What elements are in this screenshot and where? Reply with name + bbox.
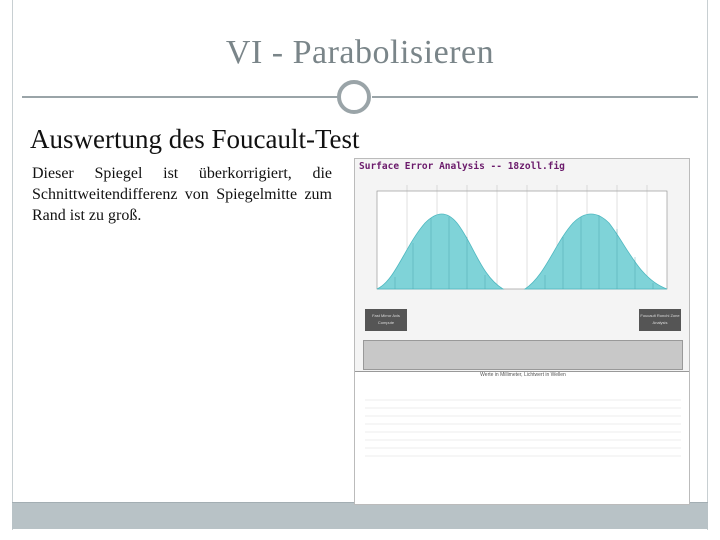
body-paragraph: Dieser Spiegel ist überkorrigiert, die Schnittweitendifferenz von Spiegelmitte zum Rand ist zu groß. bbox=[32, 165, 332, 224]
results-panel bbox=[363, 340, 683, 370]
slide-title: VI - Parabolisieren bbox=[225, 34, 495, 71]
foucault-analysis-screenshot bbox=[354, 158, 690, 505]
figure-title: Surface Error Analysis -- 18zoll.fig bbox=[359, 161, 565, 172]
section-heading: Auswertung des Foucault-Test bbox=[30, 124, 360, 154]
table-rows bbox=[355, 390, 690, 500]
zone-data-table bbox=[355, 371, 690, 505]
surface-error-plot bbox=[355, 171, 690, 311]
divider-ring-ornament bbox=[337, 80, 371, 114]
table-caption: Werte in Millimeter, Lichtwert in Wellen bbox=[480, 372, 566, 378]
divider-left bbox=[22, 96, 338, 98]
slide-footer-bar bbox=[12, 502, 708, 529]
divider-right bbox=[372, 96, 698, 98]
fast-axis-compute-button[interactable]: Fast Mirror Axis Compute bbox=[365, 309, 407, 331]
zone-analysis-button[interactable]: Foucault Ronchi Zone Analysis bbox=[639, 309, 681, 331]
